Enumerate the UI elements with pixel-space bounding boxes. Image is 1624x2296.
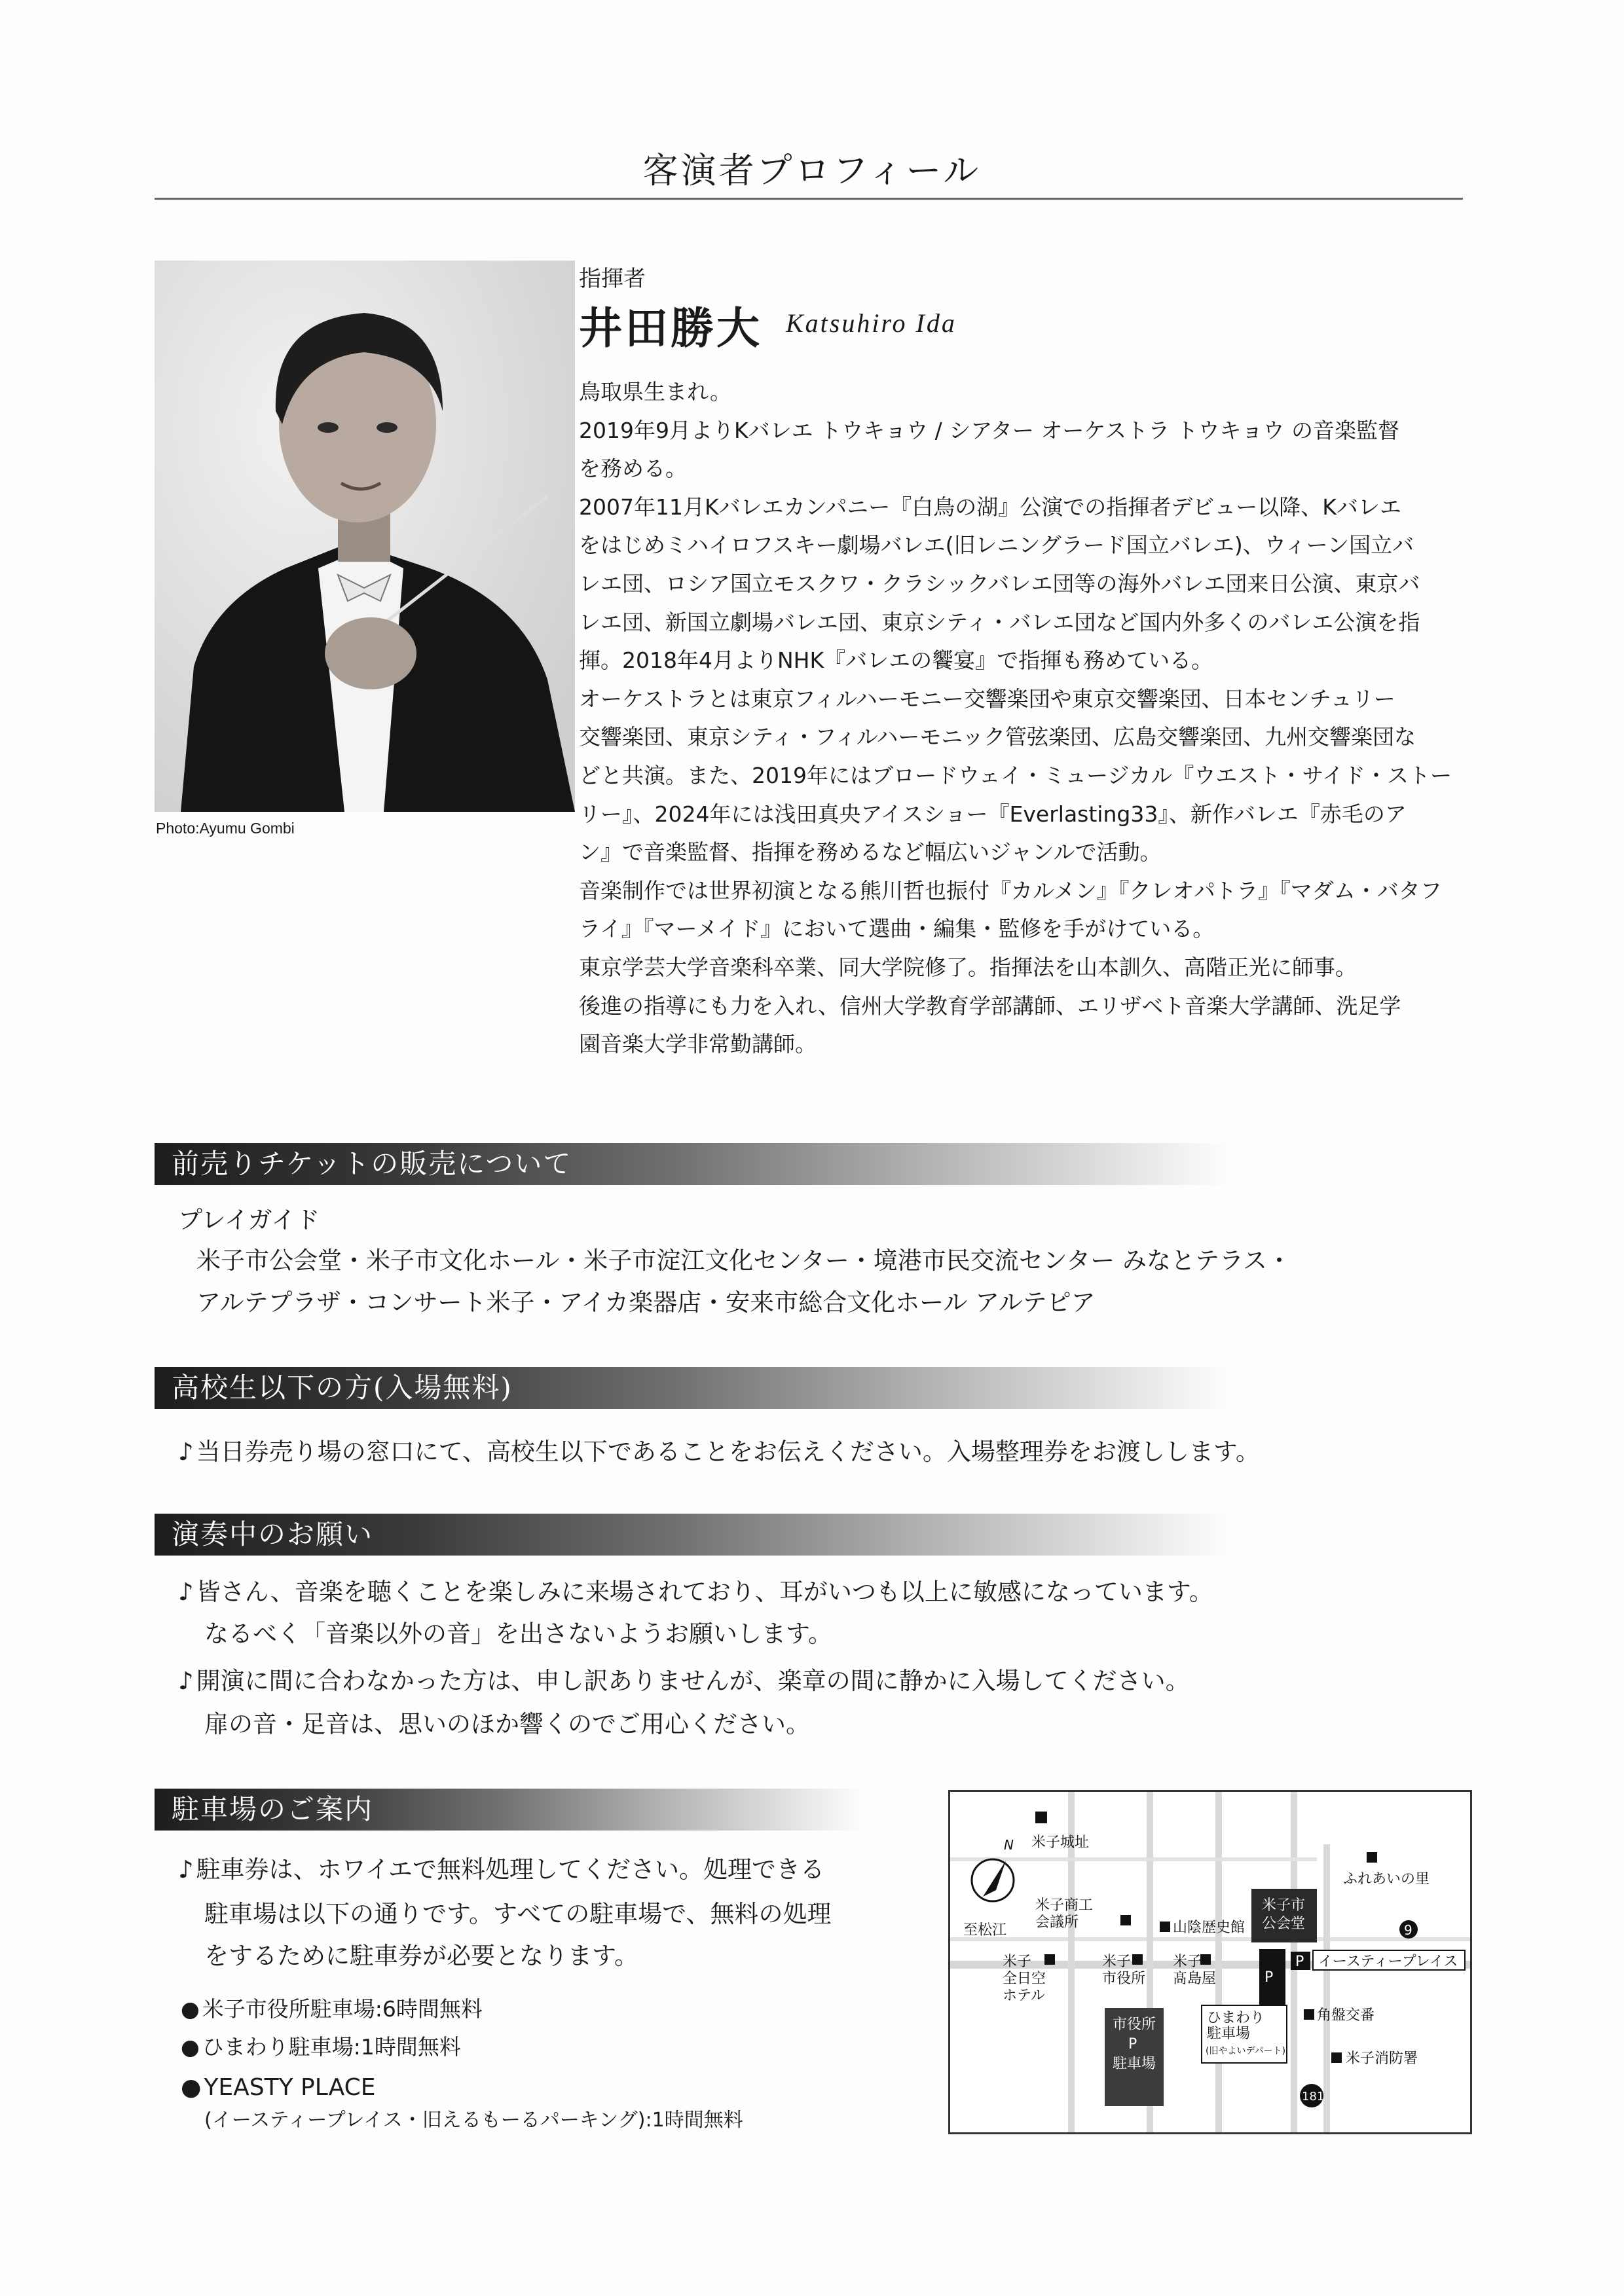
music-note-icon: ♪ (178, 1855, 194, 1884)
bio-line: 2019年9月よりKバレエ トウキョウ / シアター オーケストラ トウキョウ の音楽監督 (579, 417, 1400, 443)
map-label-route181: 181 (1302, 2090, 1325, 2104)
parking-lot-item: ● ひまわり駐車場:1時間無料 (181, 2034, 461, 2060)
music-note-icon: ♪ (178, 1578, 194, 1606)
map-label-cityoffice2: 市役所 (1102, 1971, 1146, 1987)
bio-line: 音楽制作では世界初演となる熊川哲也振付『カルメン』『クレオパトラ』『マダム・バタフ (579, 877, 1442, 903)
map-label-hotel1: 米子 (1003, 1954, 1032, 1970)
map-label-lot1: 市役所 (1113, 2016, 1156, 2033)
request-line: ♪ 皆さん、音楽を聴くことを楽しみに来場されており、耳がいつも以上に敏感になっています。 (178, 1578, 1213, 1606)
map-label-p-cityoffice: P (1128, 2036, 1137, 2052)
parking-heading: 駐車場のご案内 (155, 1789, 862, 1831)
map-label-castle: 米子城址 (1031, 1834, 1090, 1851)
bio-line: 揮。2018年4月よりNHK『バレエの饗宴』で指揮も務めている。 (579, 647, 1213, 674)
parking-intro-line: 駐車場は以下の通りです。すべての駐車場で、無料の処理 (204, 1900, 832, 1928)
bio-line: をはじめミハイロフスキー劇場バレエ(旧レニングラード国立バレエ)、ウィーン国立バ (579, 532, 1414, 558)
bullet-icon: ● (181, 2034, 200, 2060)
map-label-police: 角盤交番 (1317, 2007, 1375, 2024)
students-line: ♪ 当日券売り場の窓口にて、高校生以下であることをお伝えください。入場整理券をお渡しします。 (178, 1438, 1260, 1466)
bio-line: レエ団、ロシア国立モスクワ・クラシックバレエ団等の海外バレエ団来日公演、東京バ (579, 570, 1420, 596)
map-label-himawari1: ひまわり (1207, 2010, 1265, 2026)
playguide-line: アルテプラザ・コンサート米子・アイカ楽器店・安来市総合文化ホール アルテピア (196, 1288, 1096, 1317)
page-title: 客演者プロフィール (642, 150, 982, 191)
playguide-label: プレイガイド (178, 1206, 320, 1234)
conductor-photo (155, 261, 575, 812)
photo-credit: Photo:Ayumu Gombi (156, 820, 295, 837)
map-label-matsue: 至松江 (963, 1922, 1007, 1939)
access-map (948, 1790, 1472, 2134)
map-label-fureai: ふれあいの里 (1343, 1871, 1430, 1887)
bio-line: 交響楽団、東京シティ・フィルハーモニック管弦楽団、広島交響楽団、九州交響楽団な (579, 724, 1416, 750)
request-line: 扉の音・足音は、思いのほか響くのでご用心ください。 (204, 1710, 810, 1738)
title-divider (155, 198, 1463, 200)
parking-lot-item: ● YEASTY PLACE (181, 2074, 376, 2101)
map-label-p-himawari: P (1264, 1969, 1274, 1986)
map-label-hotel3: ホテル (1003, 1988, 1045, 2004)
north-arrow-icon (972, 1837, 1014, 1901)
playguide-line: 米子市公会堂・米子市文化ホール・米子市淀江文化センター・境港市民交流センター みなとテラス・ (196, 1247, 1291, 1275)
bio-line: を務める。 (579, 456, 687, 482)
bio-line: 園音楽大学非常勤講師。 (579, 1031, 817, 1057)
bio-line: リー』、2024年には浅田真央アイスショー『Everlasting33』、新作バレエ『赤毛のア (579, 801, 1407, 827)
parking-lot-item: ● 米子市役所駐車場:6時間無料 (181, 1996, 483, 2022)
map-label-himawari3: (旧やよいデパート) (1206, 2046, 1286, 2056)
bio-line: 2007年11月Kバレエカンパニー『白鳥の湖』公演での指揮者デビュー以降、Kバレエ (579, 494, 1401, 520)
map-label-yeasty: イースティープレイス (1318, 1954, 1458, 1970)
bio-line: どと共演。また、2019年にはブロードウェイ・ミュージカル『ウエスト・サイド・ストー (579, 762, 1452, 788)
map-label-chamber1: 米子商工 (1035, 1897, 1094, 1914)
map-label-p-yeasty: P (1295, 1954, 1304, 1970)
parking-lot-note: (イースティープレイス・旧えるもーるパーキング):1時間無料 (204, 2109, 743, 2132)
performer-name-jp: 井田勝大 (579, 303, 762, 354)
performer-bio (579, 373, 1469, 1064)
map-label-museum: 山陰歴史館 (1173, 1920, 1246, 1936)
bio-line: ライ』『マーメイド』において選曲・編集・監修を手がけている。 (579, 916, 1215, 942)
bio-line: 後進の指導にも力を入れ、信州大学教育学部講師、エリザベト音楽大学講師、洗足学 (579, 993, 1401, 1019)
map-label-hall1: 米子市 (1262, 1897, 1306, 1914)
requests-heading: 演奏中のお願い (155, 1514, 1228, 1556)
map-north-label: N (1004, 1837, 1014, 1853)
music-note-icon: ♪ (178, 1667, 194, 1695)
parking-intro-line: をするために駐車券が必要となります。 (204, 1942, 639, 1970)
performer-role: 指揮者 (579, 266, 646, 292)
map-label-himawari2: 駐車場 (1207, 2026, 1251, 2042)
map-label-chamber2: 会議所 (1035, 1914, 1079, 1931)
map-label-cityoffice1: 米子 (1102, 1954, 1132, 1970)
bio-line: 東京学芸大学音楽科卒業、同大学院修了。指揮法を山本訓久、高階正光に師事。 (579, 954, 1357, 980)
bio-line: ン』で音楽監督、指揮を務めるなど幅広いジャンルで活動。 (579, 839, 1162, 866)
map-label-takashimaya2: 髙島屋 (1173, 1971, 1217, 1987)
map-label-hotel2: 全日空 (1003, 1971, 1046, 1987)
bullet-icon: ● (181, 1996, 200, 2022)
map-label-fire: 米子消防署 (1346, 2050, 1418, 2067)
music-note-icon: ♪ (178, 1438, 194, 1466)
map-label-hall2: 公会堂 (1262, 1916, 1306, 1932)
tickets-heading: 前売りチケットの販売について (155, 1143, 1228, 1185)
request-line: ♪ 開演に間に合わなかった方は、申し訳ありませんが、楽章の間に静かに入場してください。 (178, 1667, 1190, 1695)
map-label-route9: 9 (1404, 1922, 1412, 1938)
parking-intro-line: ♪ 駐車券は、ホワイエで無料処理してください。処理できる (178, 1855, 825, 1884)
bullet-icon: ● (181, 2074, 202, 2101)
request-line: なるべく「音楽以外の音」を出さないようお願いします。 (204, 1620, 833, 1648)
bio-line: レエ団、新国立劇場バレエ団、東京シティ・バレエ団など国内外多くのバレエ公演を指 (579, 609, 1420, 635)
bio-line: 鳥取県生まれ。 (579, 379, 731, 405)
students-heading: 高校生以下の方(入場無料) (155, 1367, 1228, 1409)
bio-line: オーケストラとは東京フィルハーモニー交響楽団や東京交響楽団、日本センチュリー (579, 685, 1395, 712)
performer-name-en: Katsuhiro Ida (786, 308, 957, 338)
map-label-lot2: 駐車場 (1113, 2056, 1156, 2072)
map-label-takashimaya1: 米子 (1173, 1954, 1202, 1970)
